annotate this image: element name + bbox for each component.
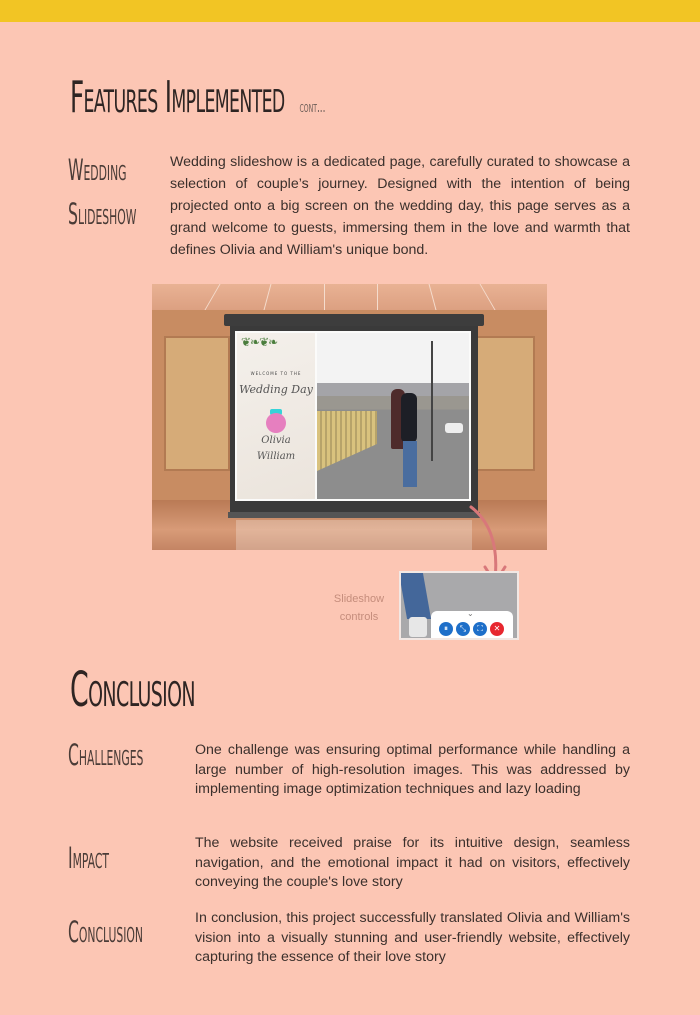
wall-panel-right <box>469 336 535 471</box>
slideshow-controls-caption: Slideshow controls <box>333 593 385 623</box>
ceiling <box>152 284 547 310</box>
top-accent-bar <box>0 0 700 22</box>
conclusion-text: In conclusion, this project successfully translated Olivia and William's vision into a visually stunning and user-friendly website, effectively capturing the essence of their love story <box>195 910 630 965</box>
challenges-text: One challenge was ensuring optimal performance while handling a large number of high-resolution images. This was addressed by implementing image optimization techniques and lazy loading <box>195 742 630 797</box>
wedding-slideshow-label <box>68 148 136 236</box>
bride-name: Olivia <box>261 435 291 446</box>
ceiling-line <box>264 284 272 310</box>
shrink-icon[interactable]: ⤡ <box>456 622 470 636</box>
shoe <box>409 617 427 637</box>
ceiling-line <box>324 284 325 310</box>
ceiling-line <box>479 284 495 310</box>
welcome-text: WELCOME TO THE <box>250 371 302 376</box>
slideshow-controls-panel <box>431 611 513 640</box>
wedding-slideshow-label-line2: Slideshow <box>68 197 137 231</box>
features-title <box>70 72 325 123</box>
couple-photo <box>317 333 469 499</box>
wall-panel-left <box>164 336 230 471</box>
car <box>445 423 463 433</box>
impact-label: Impact <box>68 841 109 875</box>
conclusion-title: Conclusion <box>70 662 195 718</box>
impact-text: The website received praise for its intuitive design, seamless navigation, and the emotional impact it had on visitors, effectively conveying the couple's love story <box>195 835 630 890</box>
projector-screen-base <box>228 512 480 518</box>
slideshow-controls-screenshot <box>399 571 519 640</box>
fullscreen-icon[interactable]: ⛶ <box>473 622 487 636</box>
features-title-text: Features Implemented <box>70 72 285 123</box>
bridge-railing <box>317 411 377 471</box>
street-lamp <box>431 341 433 461</box>
wedding-slideshow-label-line1: Wedding <box>68 153 127 187</box>
close-icon[interactable]: ✕ <box>490 622 504 636</box>
invitation-card <box>237 333 315 499</box>
conclusion-label: Conclusion <box>68 915 143 949</box>
jeans <box>399 573 431 619</box>
ceiling-line <box>377 284 378 310</box>
wedding-day-script: Wedding Day <box>239 383 313 396</box>
projector-screen-roll <box>224 314 484 326</box>
groom-name: William <box>256 451 296 462</box>
leaves-decoration-icon: ❦❧❦❧ <box>241 335 278 349</box>
projector-screen <box>230 326 478 512</box>
slideshow-slide <box>235 331 471 501</box>
floor-reflection <box>236 520 472 550</box>
wedding-slideshow-description: Wedding slideshow is a dedicated page, carefully curated to showcase a selection of couple’s journey. Designed with the intention of being projected onto a big screen on the wedding day, this page serves as a grand welcome to guests, immersing them in the love and warmth that defines Olivia and William's unique bond. <box>170 154 630 258</box>
ceiling-line <box>429 284 437 310</box>
challenges-label: Challenges <box>68 738 144 772</box>
features-title-suffix: cont... <box>299 97 326 116</box>
ring-icon <box>266 413 286 433</box>
chevron-down-icon[interactable]: ⌄ <box>467 609 474 618</box>
groom-legs <box>403 441 417 487</box>
pause-icon[interactable]: ⏸ <box>439 622 453 636</box>
ceiling-line <box>204 284 220 310</box>
groom-figure <box>401 393 417 443</box>
couple-figure <box>387 383 421 493</box>
